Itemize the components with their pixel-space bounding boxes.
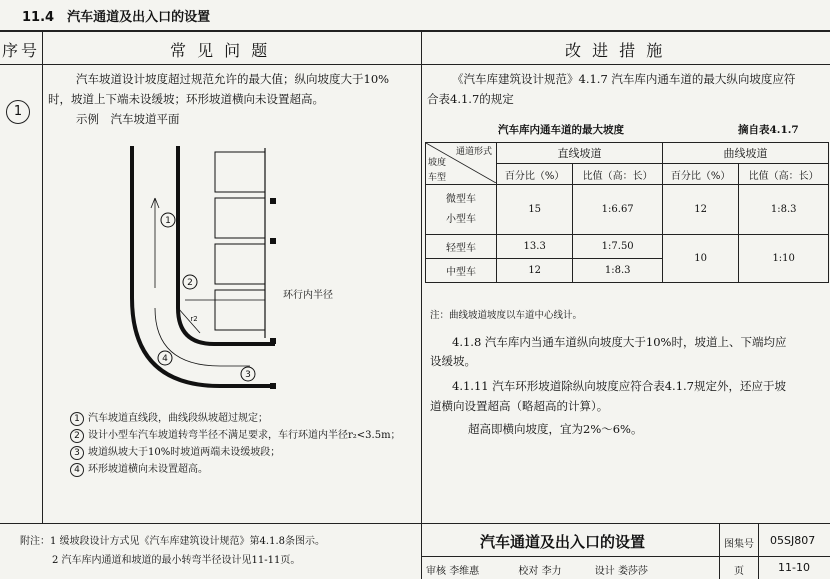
cell: 1:6.67	[573, 185, 663, 235]
sub-ratio: 比值（高：长）	[573, 164, 663, 185]
diagram-mark-3: 3	[245, 370, 251, 380]
problem-line-2: 时，坡道上下端未设缓坡；环形坡道横向未设置超高。	[48, 92, 324, 106]
legend-text: 设计小型车汽车坡道转弯半径不满足要求，车行环道内半径r₂<3.5m；	[88, 430, 401, 441]
legend-mark: 3	[70, 446, 84, 460]
diagram-mark-4: 4	[162, 354, 168, 364]
corner-bot: 车型	[428, 173, 447, 183]
ramp-plan-diagram	[110, 138, 410, 400]
page-label: 页	[734, 566, 744, 577]
legend-item	[70, 410, 401, 427]
legend-item	[70, 444, 401, 461]
clause-4111-b: 道横向设置超高（略超高的计算）。	[430, 399, 609, 413]
section-title: 11.4 汽车通道及出入口的设置	[22, 10, 211, 25]
cell: 13.3	[497, 235, 573, 259]
page-no: 11-10	[778, 561, 810, 574]
cell: 10	[662, 235, 738, 283]
legend-mark: 1	[70, 412, 84, 426]
legend-text: 汽车坡道直线段，曲线段纵坡超过规定；	[88, 413, 268, 424]
cell: 1:10	[739, 235, 829, 283]
top-rule	[0, 30, 830, 32]
corner-top: 通道形式	[455, 147, 492, 157]
parking-slot	[215, 244, 265, 284]
clause-4111-c: 超高即横向坡度，宜为2%～6%。	[468, 422, 643, 436]
diagram-radius-label: 环行内半径	[283, 290, 333, 301]
parking-slot	[215, 152, 265, 192]
table-note: 注：曲线坡道坡度以车道中心线计。	[430, 310, 583, 321]
legend-mark: 4	[70, 463, 84, 477]
diagram-mark-1: 1	[165, 216, 171, 226]
col-divider-2	[421, 30, 422, 579]
footnote-1: 附注：1 缓坡段设计方式见《汽车库建筑设计规范》第4.1.8条图示。	[20, 536, 325, 547]
ramp-outer-wall	[132, 146, 275, 386]
legend-text: 坡道纵坡大于10%时坡道两端未设缓坡段；	[88, 447, 281, 458]
row-type-1: 微型车	[446, 193, 476, 205]
diagram-mark-2: 2	[187, 278, 193, 288]
body-bottom-rule	[0, 523, 830, 524]
cell: 15	[497, 185, 573, 235]
row-type-2: 小型车	[446, 213, 476, 225]
cell: 12	[497, 259, 573, 283]
slope-table	[425, 142, 829, 283]
corner-mid: 坡度	[428, 158, 447, 168]
sub-pct: 百分比（%）	[662, 164, 738, 185]
titleblock-div-1	[719, 523, 720, 579]
col-divider-1	[42, 30, 43, 523]
parking-slot	[215, 290, 265, 330]
group-straight: 直线坡道	[497, 143, 663, 164]
legend-mark: 2	[70, 429, 84, 443]
design-name: 娄莎莎	[617, 566, 648, 577]
design-label: 设计	[594, 566, 615, 577]
legend-text: 环形坡道横向未设置超高。	[88, 464, 208, 475]
review-name: 李维惠	[449, 566, 480, 577]
legend-item	[70, 427, 401, 444]
fix-intro-1: 《汽车库建筑设计规范》4.1.7 汽车库内通车道的最大纵向坡度应符	[452, 72, 796, 86]
corner-cell	[426, 143, 497, 185]
parking-slot	[215, 198, 265, 238]
table-title: 汽车库内通车道的最大坡度	[498, 124, 624, 136]
table-source: 摘自表4.1.7	[738, 124, 799, 136]
cell: 1:7.50	[573, 235, 663, 259]
review-label: 审核	[426, 566, 446, 577]
titleblock-rule	[421, 556, 830, 557]
atlas-label: 图集号	[724, 539, 754, 550]
group-curve: 曲线坡道	[662, 143, 828, 164]
fix-intro-2: 合表4.1.7的规定	[427, 92, 514, 106]
legend-item	[70, 461, 401, 478]
header-rule	[0, 64, 830, 65]
atlas-no: 05SJ807	[770, 534, 816, 547]
item-number: 1	[6, 100, 30, 124]
legend	[70, 410, 401, 478]
problem-example: 示例 汽车坡道平面	[76, 112, 180, 126]
clause-418-a: 4.1.8 汽车库内当通车道纵向坡度大于10%时，坡道上、下端均应	[452, 335, 787, 349]
header-fix: 改 进 措 施	[565, 41, 666, 60]
signature-row	[426, 562, 648, 577]
cell: 1:8.3	[739, 185, 829, 235]
diagram-r2: r2	[190, 315, 198, 323]
row-type: 中型车	[426, 259, 497, 283]
titleblock-div-2	[758, 523, 759, 579]
header-problem: 常 见 问 题	[170, 41, 271, 60]
footnote-2: 2 汽车库内通道和坡道的最小转弯半径设计见11-11页。	[52, 555, 301, 566]
clause-418-b: 设缓坡。	[430, 354, 476, 368]
check-name: 李力	[541, 566, 562, 577]
cell: 1:8.3	[573, 259, 663, 283]
cell: 12	[662, 185, 738, 235]
check-label: 校对	[518, 566, 539, 577]
clause-4111-a: 4.1.11 汽车环形坡道除纵向坡度应符合表4.1.7规定外，还应于坡	[452, 379, 786, 393]
problem-line-1: 汽车坡道设计坡度超过规范允许的最大值；纵向坡度大于10%	[76, 72, 390, 86]
sub-pct: 百分比（%）	[497, 164, 573, 185]
sub-ratio: 比值（高：长）	[739, 164, 829, 185]
header-no: 序号	[2, 41, 41, 60]
titleblock-title: 汽车通道及出入口的设置	[480, 533, 646, 551]
row-type: 轻型车	[426, 235, 497, 259]
row-type	[426, 185, 497, 235]
